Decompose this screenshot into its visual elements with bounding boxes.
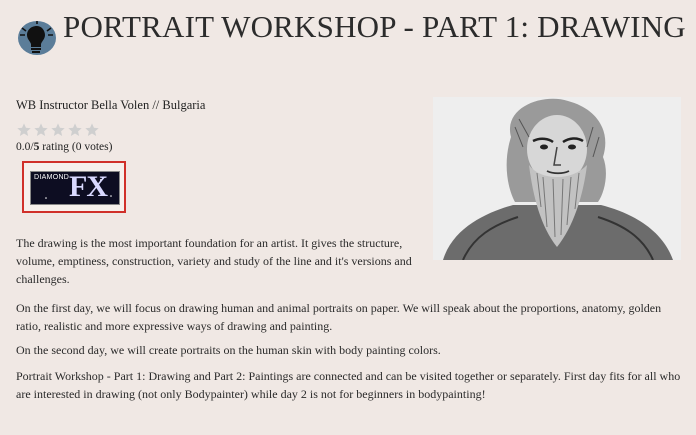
star-icon[interactable] xyxy=(67,122,83,138)
paragraph-workshop-info: Portrait Workshop - Part 1: Drawing and Part 2: Paintings are connected and can be visited together or separately. First day fits for all who are interested in drawing (not only Bodypainter) while day 2 is not for beginners in bodypainting! xyxy=(16,369,681,401)
logo-panel xyxy=(30,171,120,205)
page-header xyxy=(16,8,686,46)
star-icon[interactable] xyxy=(50,122,66,138)
lightbulb-icon xyxy=(16,20,56,56)
rating-text xyxy=(16,141,112,153)
portrait-drawing-image xyxy=(433,97,681,260)
logo-big-text: FX xyxy=(69,170,107,203)
instructor-line: WB Instructor Bella Volen // Bulgaria xyxy=(16,98,206,112)
rating-votes: rating (0 votes) xyxy=(39,141,113,153)
star-icon[interactable] xyxy=(84,122,100,138)
page-title: PORTRAIT WORKSHOP - PART 1: DRAWING xyxy=(63,9,686,44)
rating-score: 0.0/ xyxy=(16,141,34,153)
star-rating[interactable] xyxy=(16,122,100,138)
rating-max: 5 xyxy=(33,141,40,153)
paragraph-day-one: On the first day, we will focus on drawing human and animal portraits on paper. We will speak about the proportions, anatomy, golden ratio, realistic and more expressive ways of drawing and painting. xyxy=(16,301,662,333)
logo-small-text: DIAMOND xyxy=(34,174,70,181)
star-icon[interactable] xyxy=(16,122,32,138)
paragraph-intro: The drawing is the most important foundation for an artist. It gives the structure, volume, emptiness, construction, variety and study of the line and it's versions and challenges. xyxy=(16,236,412,286)
portrait-sketch xyxy=(433,97,681,260)
star-icon[interactable] xyxy=(33,122,49,138)
diamond-fx-logo[interactable] xyxy=(22,161,126,213)
paragraph-day-two: On the second day, we will create portraits on the human skin with body painting colors. xyxy=(16,343,441,357)
